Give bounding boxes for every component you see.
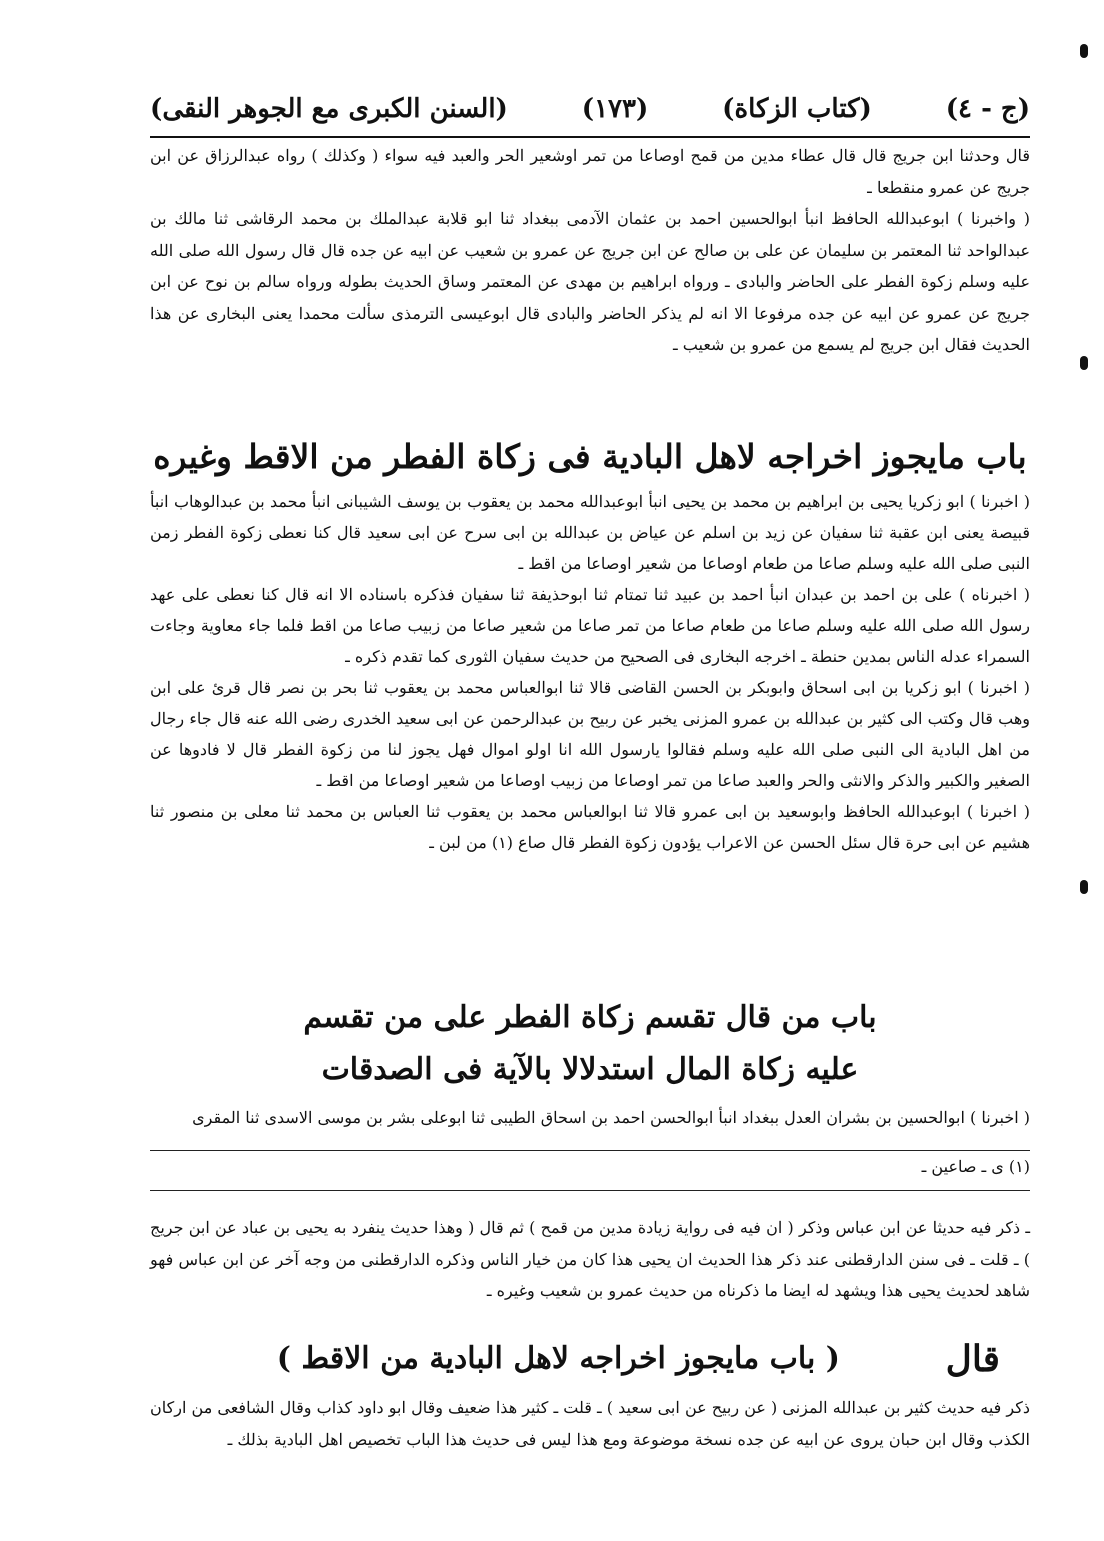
- paragraph: ـ ذكر فيه حديثا عن ابن عباس وذكر ( ان فيه فى رواية زيادة مدين من قمح ) ثم قال ( وهذا حديث ينفرد به يحيى بن عباد عن ابن جريج ) ـ قلت ـ فى سنن الدارقطنى عند ذكر هذا الحديث ان يحيى هذا كان من خيار الناس وذكره الدارقطنى من وجه آخر عن ابن عباس فهو شاهد لحديث يحيى هذا ويشهد له ايضا ما ذكرناه من حديث عمرو بن شعيب وغيره ـ: [150, 1218, 1031, 1300]
- section-2-text: [150, 1102, 1030, 1134]
- footnote: (١) ى ـ صاعين ـ: [921, 1157, 1030, 1176]
- section-heading-2-line-1: باب من قال تقسم زكاة الفطر على من تقسم: [303, 1000, 877, 1035]
- page-number: (١٧٣): [581, 94, 649, 124]
- footnote-divider: [150, 1150, 1030, 1151]
- paragraph: ( واخبرنا ) ابوعبدالله الحافظ انبأ ابوالحسين احمد بن عثمان الآدمى ببغداد ثنا ابو قلابة عبدالملك بن محمد الرقاشى ثنا مالك بن عبدالواحد ثنا المعتمر بن سليمان عن على بن صالح عن ابن جريج عن عمرو بن شعيب عن ابيه عن جده قال قال رسول الله صلى الله عليه وسلم زكوة الفطر على الحاضر والبادى ـ ورواه ابراهيم بن مهدى عن المعتمر وساق الحديث بطوله ورواه سالم بن نوح عن ابن جريج عن عمرو عن ابيه عن جده مرفوعا الا انه لم يذكر الحاضر والبادى قال ابوعيسى الترمذى سألت محمدا يعنى البخارى عن هذا الحديث فقال ابن جريج لم يسمع من عمرو بن شعيب ـ: [150, 209, 1031, 354]
- margin-mark: [1080, 44, 1088, 58]
- volume-number: (ج - ٤): [945, 94, 1030, 124]
- qala-label: قال: [945, 1338, 1000, 1380]
- paragraph: ذكر فيه حديث كثير بن عبدالله المزنى ( عن ربيح عن ابى سعيد ) ـ قلت ـ كثير هذا ضعيف وقال ابو داود كذاب وقال الشافعى من اركان الكذب وقال ابن حبان يروى عن ابيه عن جده نسخة موضوعة ومع هذا ليس فى حديث هذا الباب تخصيص اهل البادية بذلك ـ: [150, 1398, 1031, 1449]
- paragraph: ( اخبرنا ) ابوالحسين بن بشران العدل ببغداد انبأ ابوالحسن احمد بن اسحاق الطيبى ثنا ابوعلى بشر بن موسى الاسدى ثنا المقرى: [192, 1108, 1030, 1127]
- commentary-bab-title: ( باب مايجوز اخراجه لاهل البادية من الاقط ): [276, 1341, 840, 1376]
- paragraph: ( اخبرناه ) على بن احمد بن عبدان انبأ احمد بن عبيد ثنا تمتام ثنا ابوحذيفة ثنا سفيان فذكره باسناده الا انه قال كنا نعطى على عهد رسول الله صلى الله عليه وسلم صاعا من طعام صاعا من تمر صاعا من شعير صاعا من زبيب صاعا من اقط فلما جاء معاوية وجاءت السمراء عدله الناس بمدين حنطة ـ اخرجه البخارى فى الصحيح من حديث سفيان الثورى كما تقدم ذكره ـ: [150, 585, 1030, 666]
- main-text-top: [150, 140, 1030, 361]
- paragraph: ( اخبرنا ) ابو زكريا بن ابى اسحاق وابوبكر بن الحسن القاضى قالا ثنا ابوالعباس محمد بن يعقوب ثنا بحر بن نصر قال قرئ على ابن وهب قال وكتب الى كثير بن عبدالله بن عمرو المزنى يخبر عن ربيح بن عبدالرحمن عن ابى سعيد الخدرى رضى الله عنه قال جاء رجال من اهل البادية الى النبى صلى الله عليه وسلم فقالوا يارسول الله انا اولو اموال فهل يجوز لنا من زكوة الفطر قال لا فادوها عن الصغير والكبير والذكر والانثى والحر والعبد صاعا من تمر اوصاعا من زبيب اوصاعا من شعير اوصاعا من اقط ـ: [150, 678, 1030, 790]
- commentary-text-2: [150, 1392, 1030, 1455]
- page-header: [150, 86, 1030, 132]
- section-heading-1: باب مايجوز اخراجه لاهل البادية فى زكاة الفطر من الاقط وغيره: [153, 437, 1027, 476]
- paragraph: ( اخبرنا ) ابوعبدالله الحافظ وابوسعيد بن ابى عمرو قالا ثنا ابوالعباس محمد بن يعقوب ثنا العباس بن محمد ثنا معلى بن منصور ثنا هشيم عن ابى حرة قال سئل الحسن عن الاعراب يؤدون زكوة الفطر قال صاع (١) من لبن ـ: [150, 802, 1030, 852]
- book-title: (السنن الكبرى مع الجوهر النقى): [150, 94, 508, 124]
- margin-mark: [1080, 880, 1088, 894]
- margin-mark: [1080, 356, 1088, 370]
- section-1-text: [150, 486, 1030, 858]
- paragraph: قال وحدثنا ابن جريج قال قال عطاء مدين من قمح اوصاعا من تمر اوشعير الحر والعبد فيه سواء ( وكذلك ) رواه عبدالرزاق عن ابن جريج عن عمرو منقطعا ـ: [150, 146, 1030, 197]
- paragraph: ( اخبرنا ) ابو زكريا يحيى بن ابراهيم بن محمد بن يحيى انبأ ابوعبدالله محمد بن يعقوب بن يوسف الشيبانى انبأ محمد بن عبدالوهاب انبأ قبيصة يعنى ابن عقبة ثنا سفيان عن زيد بن اسلم عن عياض بن عبدالله بن ابى سرح عن ابى سعيد قال كنا نعطى زكوة الفطر زمن النبى صلى الله عليه وسلم صاعا من طعام اوصاعا من شعير اوصاعا من اقط ـ: [150, 492, 1031, 573]
- section-heading-2-line-2: عليه زكاة المال استدلالا بالآية فى الصدقات: [321, 1052, 859, 1087]
- commentary-divider: [150, 1190, 1030, 1191]
- commentary-bab-line: [150, 1330, 1030, 1388]
- header-divider: [150, 136, 1030, 138]
- commentary-text: [150, 1212, 1030, 1307]
- chapter-title: (كتاب الزكاة): [722, 94, 872, 124]
